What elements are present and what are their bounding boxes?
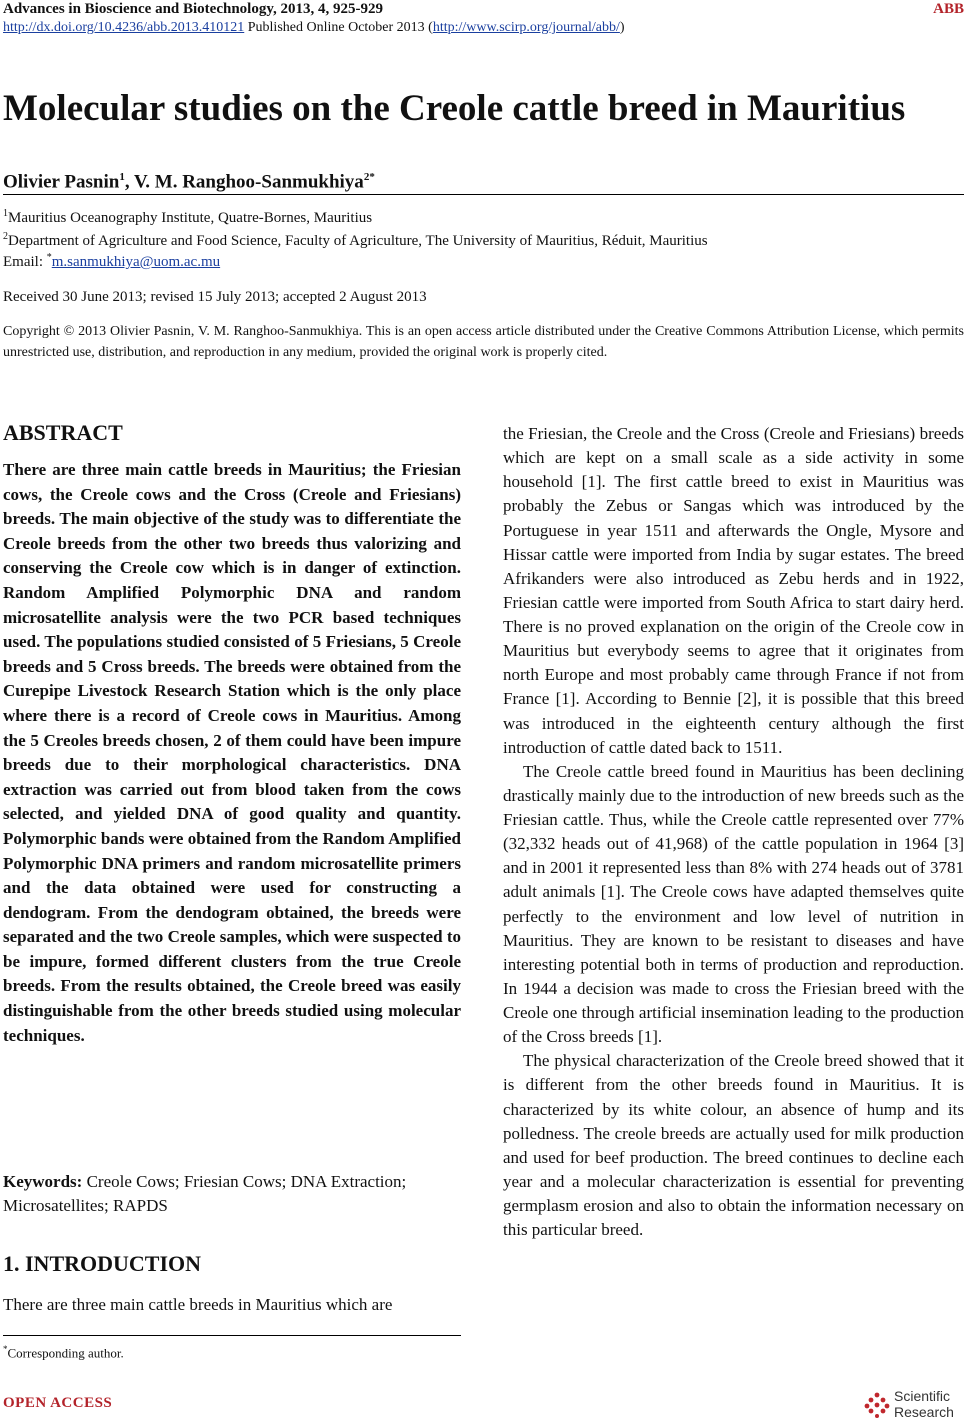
footnote-text: Corresponding author. [7,1345,124,1361]
close-paren: ) [619,20,625,35]
author-2-sup: 2* [363,171,375,183]
logo-line-2: Research [894,1404,954,1420]
keywords [3,1170,461,1218]
intro-paragraph-3: The physical characterization of the Creole breed showed that it is different from the other breeds found in Mauritius. It is characterized by its white colour, an absence of hump and its polledness. The creole breeds are actually used for milk production and used for beef production. The breed continues to decline each year and a molecular characterization is essential for preventing germplasm erosion and also to obtain the information necessary on this particular breed. [503,1051,964,1240]
published-text: Published Online October 2013 ( [244,20,433,35]
author-list [3,164,375,195]
introduction-first-line: There are three main cattle breeds in Mauritius which are [3,1295,393,1314]
author-1: Olivier Pasnin [3,171,120,193]
scientific-research-logo-icon [864,1392,890,1418]
intro-paragraph-1-continued: the Friesian, the Creole and the Cross (Creole and Friesians) breeds which are kept on a small scale as a side activity in some household [1]. The first cattle breed to exist in Mauritius was probably the Zebus or Sangas which was introduced by the Portuguese in year 1511 and afterwards the Ongle, Mysore and Hissar cattle were imported from India by sugar estates. The breed Afrikanders were also introduced as Zebu herds and in 1922, Friesian cattle were imported from South Africa to start dairy herd. There is no proved explanation on the origin of the Creole cow in Mauritius but everybody seems to agree that it originates from north Europe and most probably came through France if not from France [1]. According to Bennie [2], it is possible that this breed was introduced in the eighteenth century although the first introduction of cattle dated back to 1511. [503,424,964,757]
affiliation-1 [3,204,372,228]
footnote [3,1340,124,1362]
affiliation-2-sup: 2 [3,231,8,242]
paper-title: Molecular studies on the Creole cattle breed in Mauritius [3,88,906,129]
logo-text [894,1388,954,1420]
email-label: Email: [3,254,47,270]
journal-abbrev: ABB [933,1,964,17]
right-column [503,422,964,1242]
journal-link[interactable]: http://www.scirp.org/journal/abb/ [432,20,620,35]
journal-citation: Advances in Bioscience and Biotechnology, 2013, 4, 925-929 [3,1,384,17]
open-access-label: OPEN ACCESS [3,1395,113,1411]
email-line [3,248,220,272]
doi-link[interactable]: http://dx.doi.org/10.4236/abb.2013.410121 [3,20,245,35]
logo-line-1: Scientific [894,1388,951,1404]
footnote-rule [3,1335,461,1336]
email-link[interactable]: m.sanmukhiya@uom.ac.mu [51,254,221,270]
email-sup: * [46,252,52,263]
copyright-notice: Copyright © 2013 Olivier Pasnin, V. M. Ranghoo-Sanmukhiya. This is an open access article distributed under the Creative Commons Attribution License, which permits unrestricted use, distribution, and reproduction in any medium, provided the original work is properly cited. [3,324,964,360]
footnote-sup: * [3,1344,8,1354]
author-1-sup: 1 [119,171,125,183]
affiliation-2-text: Department of Agriculture and Food Science, Faculty of Agriculture, The University of Mauritius, Réduit, Mauritius [8,233,708,249]
keywords-text: Creole Cows; Friesian Cows; DNA Extraction; Microsatellites; RAPDS [3,1172,407,1215]
title-rule [3,194,964,195]
intro-paragraph-2: The Creole cattle breed found in Mauritius has been declining drastically mainly due to the introduction of new breeds such as the Friesian cattle. Thus, while the Creole cattle represented over 77% (32,332 heads out of 41,968) of the cattle population in 1964 [3] and in 2001 it represented less than 8% with 274 heads out of 3781 adult animals [1]. The Creole cows have adapted themselves quite perfectly to the environment and low level of nutrition in Mauritius. They are known to be resistant to diseases and have interesting potential both in terms of production and reproduction. In 1944 a decision was made to cross the Friesian breed with the Creole one through artificial insemination leading to the production of the Cross breeds [1]. [503,761,964,1047]
author-2: V. M. Ranghoo-Sanmukhiya [133,171,364,193]
received-dates: Received 30 June 2013; revised 15 July 2013; accepted 2 August 2013 [3,289,427,305]
publisher-logo [864,1388,964,1422]
doi-line [3,19,625,37]
abstract-text: There are three main cattle breeds in Mauritius; the Friesian cows, the Creole cows and the Cross (Creole and Friesians) breeds. The main objective of the study was to differentiate the Creole breeds from the other two breeds thus valorizing and conserving the Creole cow which is in danger of extinction. Random Amplified Polymorphic DNA and random microsatellite analysis were the two PCR based techniques used. The populations studied consisted of 5 Friesians, 5 Creole breeds and 5 Cross breeds. The breeds were obtained from the Curepipe Livestock Research Station which is the only place where there is a record of Creole cows in Mauritius. Among the 5 Creoles breeds chosen, 2 of them could have been impure breeds due to their morphological characteristics. DNA extraction was carried out from blood taken from the cows selected, and yielded DNA of good quality and quantity. Polymorphic bands were obtained from the Random Amplified Polymorphic DNA primers and random microsatellite primers and the data obtained were used for constructing a dendogram. From the dendogram obtained, the breeds were separated and the two Creole samples, which were suspected to be impure, formed different clusters from the true Creole breeds. From the results obtained, the Creole breed was easily distinguishable from the other breeds studied using molecular techniques. [3,460,461,1045]
keywords-label: Keywords: [3,1172,83,1191]
affiliation-1-sup: 1 [3,208,8,219]
introduction-heading: 1. INTRODUCTION [3,1251,202,1276]
abstract-heading: ABSTRACT [3,420,123,445]
author-sep: , [124,171,134,193]
affiliation-1-text: Mauritius Oceanography Institute, Quatre-Bornes, Mauritius [8,210,373,226]
running-header [3,0,964,40]
